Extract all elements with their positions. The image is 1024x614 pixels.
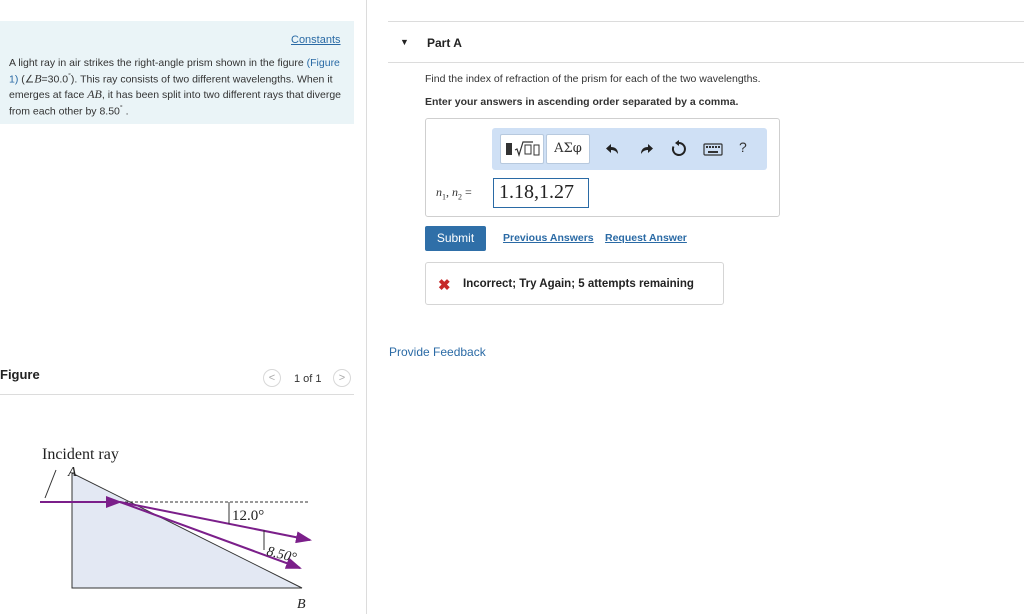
instruction-text: Enter your answers in ascending order separated by a comma. <box>425 96 739 108</box>
angle-open: (∠ <box>21 73 35 86</box>
submit-button[interactable]: Submit <box>425 226 486 251</box>
incorrect-x-icon: ✖ <box>438 277 451 294</box>
var-sub-1: 1 <box>442 192 446 202</box>
figure-heading: Figure <box>0 367 40 382</box>
var-sub-2: 2 <box>458 192 462 202</box>
redo-icon[interactable] <box>637 140 655 158</box>
problem-text-1: A light ray in air strikes the right-angle prism shown in the figure <box>9 57 304 69</box>
previous-answers-link[interactable]: Previous Answers <box>503 232 594 244</box>
prism-figure <box>0 430 340 614</box>
figure-next-button[interactable]: > <box>333 369 351 387</box>
angle-variable: B <box>34 71 42 86</box>
problem-text <box>9 56 344 118</box>
collapse-toggle-icon[interactable]: ▼ <box>400 37 409 47</box>
answer-input[interactable]: 1.18,1.27 <box>493 178 589 208</box>
templates-button[interactable] <box>500 134 544 164</box>
angle-value: =30.0 <box>41 73 69 86</box>
request-answer-link[interactable]: Request Answer <box>605 232 687 244</box>
keyboard-icon[interactable] <box>703 140 723 158</box>
var-n2: n <box>452 185 458 199</box>
answer-variable-label <box>436 185 472 201</box>
vertex-B-label: B <box>297 597 306 612</box>
provide-feedback-link[interactable]: Provide Feedback <box>389 345 486 359</box>
constants-link[interactable]: Constants <box>291 34 341 46</box>
question-text: Find the index of refraction of the prism for each of the two wavelengths. <box>425 73 761 85</box>
problem-text-2: ). This ray consists of two different wavelengths. When it emerges at face <box>9 73 333 101</box>
figure-pager-text: 1 of 1 <box>294 373 322 385</box>
angle-8-50-label: 8.50° <box>265 544 298 567</box>
figure-divider <box>0 394 354 395</box>
templates-icon <box>501 135 543 163</box>
part-title[interactable]: Part A <box>427 36 462 50</box>
help-button[interactable]: ? <box>739 139 747 155</box>
greek-symbols-button[interactable]: ΑΣφ <box>546 134 590 164</box>
vertex-A-label: A <box>68 465 77 480</box>
part-divider <box>388 62 1024 63</box>
degree-sign-2: ° <box>119 104 123 112</box>
undo-icon[interactable] <box>604 140 622 158</box>
angle-12-label: 12.0° <box>232 508 265 524</box>
degree-sign: ° <box>68 73 71 80</box>
var-equals: = <box>465 185 472 199</box>
problem-text-3: , it has been split into two different rays that diverge from each other by 8.50 <box>9 88 341 117</box>
face-variable: AB <box>87 86 102 101</box>
figure-prev-button[interactable]: < <box>263 369 281 387</box>
problem-text-4: . <box>125 105 129 117</box>
figure-link[interactable]: (Figure 1) <box>9 57 340 86</box>
feedback-message-text: Incorrect; Try Again; 5 attempts remaining <box>463 278 694 290</box>
var-sep: , <box>446 185 449 199</box>
incident-ray-label: Incident ray <box>42 446 119 463</box>
reset-icon[interactable] <box>670 140 688 158</box>
face-normal-line <box>45 470 56 498</box>
part-top-divider <box>388 21 1024 22</box>
var-n1: n <box>436 185 442 199</box>
